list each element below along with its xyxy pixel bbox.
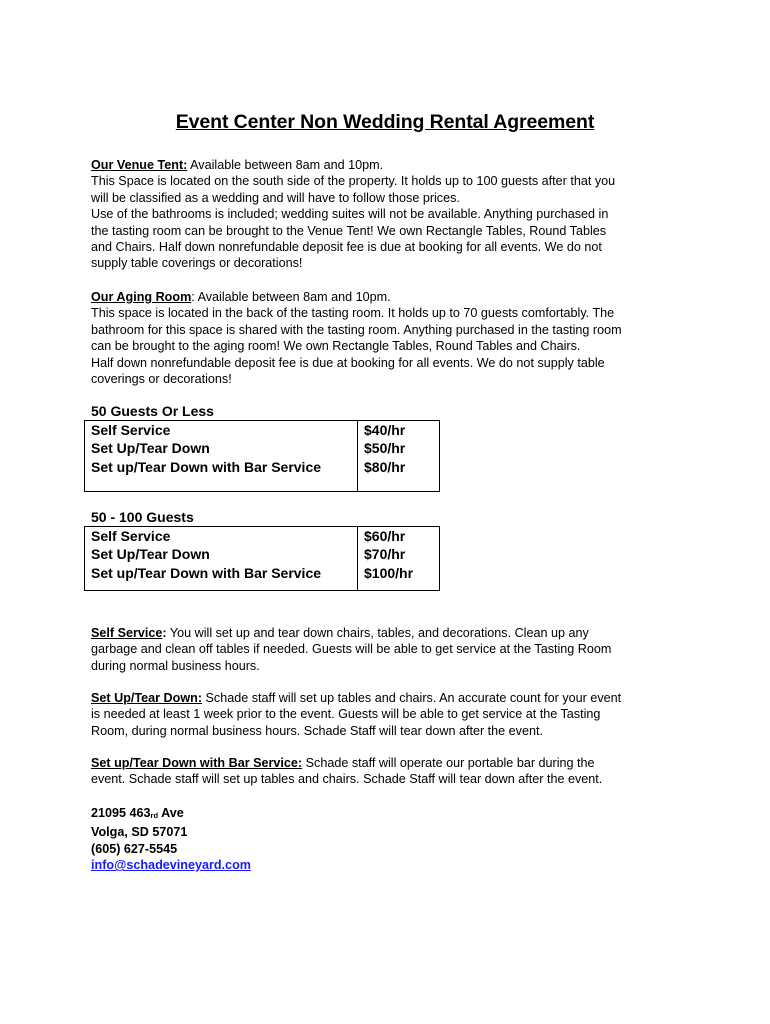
paragraph-line [91,755,691,771]
pricing-tier-heading: 50 Guests Or Less [91,403,214,419]
phone-number: (605) 627-5545 [91,841,178,856]
paragraph-line: garbage and clean off tables if needed. Guests will be able to get service at the Tasting Room [91,642,612,657]
paragraph-line: during normal business hours. [91,658,260,673]
city-line: Volga, SD 57071 [91,825,188,840]
definition-term: Self Service [91,626,163,640]
service-name: Set Up/Tear Down [91,440,210,457]
pricing-table [84,526,440,591]
paragraph-line: coverings or decorations! [91,372,232,387]
setup-teardown-definition [91,690,691,739]
service-names-cell [85,421,358,492]
paragraph-line: event. Schade staff will set up tables and chairs. Schade Staff will tear down after the event. [91,772,603,787]
service-name: Set Up/Tear Down [91,546,210,563]
page-title: Event Center Non Wedding Rental Agreement [175,111,595,133]
email-link[interactable]: info@schadevineyard.com [91,858,251,873]
service-name: Self Service [91,422,171,438]
self-service-definition [91,625,691,674]
venue-tent-heading: Our Venue Tent: [91,158,188,172]
paragraph-line: the tasting room can be brought to the Venue Tent! We own Rectangle Tables, Round Tables [91,223,607,238]
paragraph-line: is needed at least 1 week prior to the event. Guests will be able to get service at the Tasting [91,707,601,722]
paragraph-line: Room, during normal business hours. Schade Staff will tear down after the event. [91,723,543,738]
paragraph-line: supply table coverings or decorations! [91,256,303,271]
venue-tent-section [91,157,691,272]
venue-tent-availability: Available between 8am and 10pm. [187,158,384,172]
service-name: Set up/Tear Down with Bar Service [91,564,322,581]
service-price: $80/hr [364,458,406,475]
contact-block [91,805,251,874]
aging-room-section [91,289,691,387]
service-price: $60/hr [364,528,406,544]
service-price: $40/hr [364,422,406,438]
pricing-table [84,420,440,492]
service-price: $50/hr [364,440,406,457]
aging-room-heading: Our Aging Room [91,290,192,304]
street-address [91,805,251,824]
paragraph-line: This space is located in the back of the tasting room. It holds up to 70 guests comfortably. The [91,306,615,321]
service-prices-cell [358,527,440,591]
service-name: Self Service [91,528,171,544]
paragraph-line: and Chairs. Half down nonrefundable deposit fee is due at booking for all events. We do not [91,240,602,255]
definition-text: You will set up and tear down chairs, tables, and decorations. Clean up any [166,626,589,640]
paragraph-line: This Space is located on the south side of the property. It holds up to 100 guests after that you [91,174,616,189]
paragraph-line: will be classified as a wedding and will have to follow those prices. [91,190,460,205]
service-names-cell [85,527,358,591]
paragraph-line [91,625,691,641]
street-number: 21095 463 [91,806,151,820]
service-price: $100/hr [364,564,414,581]
aging-room-availability: : Available between 8am and 10pm. [191,290,391,304]
paragraph-line: Use of the bathrooms is included; wedding suites will not be available. Anything purchased in [91,207,609,222]
definition-text: Schade staff will operate our portable bar during the [302,756,595,770]
street-suffix: Ave [158,806,184,820]
aging-room-availability-line [91,289,691,305]
definition-term: Set Up/Tear Down: [91,691,203,705]
venue-tent-availability-line [91,157,691,173]
definition-term: Set up/Tear Down with Bar Service: [91,756,303,770]
bar-service-definition [91,755,691,788]
service-name: Set up/Tear Down with Bar Service [91,458,322,475]
definition-text: Schade staff will set up tables and chairs. An accurate count for your event [202,691,622,705]
paragraph-line [91,690,691,706]
service-price: $70/hr [364,546,406,563]
paragraph-line: can be brought to the aging room! We own Rectangle Tables, Round Tables and Chairs. [91,339,581,354]
paragraph-line: Half down nonrefundable deposit fee is due at booking for all events. We do not supply table [91,355,605,370]
paragraph-line: bathroom for this space is shared with the tasting room. Anything purchased in the tasting room [91,322,622,337]
definition-colon: : [162,626,167,640]
street-ordinal: rd [150,811,159,820]
pricing-tier-heading: 50 - 100 Guests [91,509,194,525]
service-prices-cell [358,421,440,492]
